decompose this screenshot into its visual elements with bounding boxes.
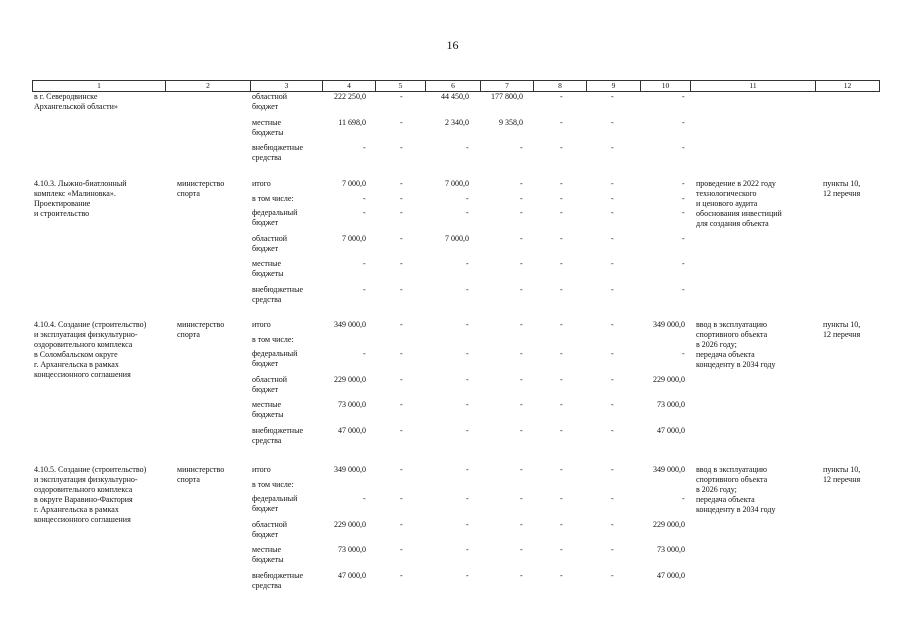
executor: спорта: [177, 189, 200, 198]
value-cell: -: [560, 143, 563, 152]
value-cell: -: [611, 285, 614, 294]
value-cell: 11 698,0: [338, 118, 366, 127]
measure-name: в округе Варавино-Фактория: [34, 495, 133, 504]
measure-name: в Соломбальском округе: [34, 350, 118, 359]
value-cell: 47 000,0: [657, 571, 685, 580]
expected-result: спортивного объекта: [696, 330, 768, 339]
funding-source: бюджеты: [252, 269, 284, 278]
value-cell: -: [611, 194, 614, 203]
reference: 12 перечня: [823, 475, 861, 484]
value-cell: -: [520, 465, 523, 474]
column-header-3: 3: [251, 81, 323, 91]
column-header-12: 12: [843, 81, 852, 90]
measure-name: 4.10.5. Создание (строительство): [34, 465, 147, 474]
funding-source: областной: [252, 375, 288, 384]
measure-name: Проектирование: [34, 199, 91, 208]
value-cell: -: [400, 234, 403, 243]
column-header-5: 5: [376, 81, 426, 91]
value-cell: -: [611, 545, 614, 554]
value-cell: 229 000,0: [653, 520, 685, 529]
value-cell: -: [400, 520, 403, 529]
measure-name: в г. Северодвинске: [34, 92, 98, 101]
value-cell: -: [560, 285, 563, 294]
value-cell: -: [520, 320, 523, 329]
funding-source: средства: [252, 581, 282, 590]
funding-source: внебюджетные: [252, 143, 303, 152]
value-cell: -: [520, 545, 523, 554]
expected-result: и ценового аудита: [696, 199, 758, 208]
expected-result: концеденту в 2034 году: [696, 505, 776, 514]
expected-result: передача объекта: [696, 495, 755, 504]
value-cell: -: [466, 208, 469, 217]
funding-source: бюджет: [252, 218, 279, 227]
value-cell: -: [520, 234, 523, 243]
funding-source: бюджет: [252, 504, 279, 513]
value-cell: -: [466, 426, 469, 435]
funding-source: средства: [252, 295, 282, 304]
value-cell: -: [682, 92, 685, 101]
funding-source: внебюджетные: [252, 285, 303, 294]
value-cell: 47 000,0: [657, 426, 685, 435]
funding-source: бюджет: [252, 102, 279, 111]
value-cell: -: [466, 545, 469, 554]
expected-result: концеденту в 2034 году: [696, 360, 776, 369]
value-cell: -: [560, 92, 563, 101]
value-cell: -: [611, 92, 614, 101]
reference: пункты 10,: [823, 320, 861, 329]
value-cell: -: [611, 118, 614, 127]
value-cell: 7 000,0: [342, 234, 366, 243]
reference: пункты 10,: [823, 465, 861, 474]
measure-name: оздоровительного комплекса: [34, 340, 133, 349]
value-cell: -: [611, 320, 614, 329]
funding-source: внебюджетные: [252, 571, 303, 580]
executor: министерство: [177, 465, 225, 474]
value-cell: -: [400, 143, 403, 152]
table-header-row: [32, 80, 880, 92]
executor: министерство: [177, 179, 225, 188]
funding-source: местные: [252, 545, 282, 554]
value-cell: -: [520, 426, 523, 435]
value-cell: -: [466, 259, 469, 268]
value-cell: 229 000,0: [653, 375, 685, 384]
funding-source: в том числе:: [252, 194, 294, 203]
value-cell: -: [400, 208, 403, 217]
value-cell: -: [682, 349, 685, 358]
column-header-2: 2: [166, 81, 251, 91]
value-cell: 47 000,0: [338, 426, 366, 435]
value-cell: -: [611, 349, 614, 358]
value-cell: 229 000,0: [334, 375, 366, 384]
value-cell: -: [400, 179, 403, 188]
funding-source: бюджеты: [252, 410, 284, 419]
measure-name: оздоровительного комплекса: [34, 485, 133, 494]
value-cell: -: [520, 143, 523, 152]
column-header-4: 4: [323, 81, 376, 91]
value-cell: -: [400, 285, 403, 294]
value-cell: -: [560, 426, 563, 435]
value-cell: -: [560, 179, 563, 188]
value-cell: -: [400, 320, 403, 329]
value-cell: -: [611, 465, 614, 474]
value-cell: -: [560, 520, 563, 529]
value-cell: 349 000,0: [334, 465, 366, 474]
value-cell: -: [560, 349, 563, 358]
funding-source: федеральный: [252, 349, 298, 358]
value-cell: -: [400, 545, 403, 554]
value-cell: -: [400, 349, 403, 358]
column-header-9: 9: [587, 81, 641, 91]
value-cell: -: [682, 118, 685, 127]
value-cell: -: [400, 465, 403, 474]
expected-result: спортивного объекта: [696, 475, 768, 484]
value-cell: -: [520, 179, 523, 188]
funding-source: средства: [252, 436, 282, 445]
measure-name: г. Архангельска в рамках: [34, 505, 119, 514]
value-cell: 349 000,0: [653, 465, 685, 474]
value-cell: -: [400, 375, 403, 384]
funding-source: бюджет: [252, 530, 279, 539]
expected-result: для создания объекта: [696, 219, 769, 228]
value-cell: -: [363, 143, 366, 152]
value-cell: -: [611, 400, 614, 409]
value-cell: -: [560, 259, 563, 268]
value-cell: -: [560, 118, 563, 127]
value-cell: -: [682, 194, 685, 203]
value-cell: -: [520, 494, 523, 503]
funding-source: итого: [252, 179, 271, 188]
value-cell: -: [400, 118, 403, 127]
value-cell: -: [611, 571, 614, 580]
value-cell: -: [560, 400, 563, 409]
funding-source: в том числе:: [252, 335, 294, 344]
value-cell: -: [363, 494, 366, 503]
value-cell: -: [400, 571, 403, 580]
measure-name: концессионного соглашения: [34, 370, 131, 379]
value-cell: -: [466, 349, 469, 358]
measure-name: 4.10.3. Лыжно-биатлонный: [34, 179, 127, 188]
value-cell: -: [466, 375, 469, 384]
value-cell: -: [560, 545, 563, 554]
value-cell: -: [611, 179, 614, 188]
column-header-11: 11: [691, 81, 816, 91]
value-cell: -: [611, 259, 614, 268]
funding-source: бюджеты: [252, 128, 284, 137]
expected-result: в 2026 году;: [696, 340, 737, 349]
value-cell: 349 000,0: [653, 320, 685, 329]
funding-source: местные: [252, 400, 282, 409]
value-cell: -: [520, 259, 523, 268]
value-cell: 44 450,0: [441, 92, 469, 101]
value-cell: 73 000,0: [657, 400, 685, 409]
value-cell: 47 000,0: [338, 571, 366, 580]
expected-result: ввод в эксплуатацию: [696, 465, 767, 474]
value-cell: 7 000,0: [445, 234, 469, 243]
value-cell: -: [560, 494, 563, 503]
funding-source: областной: [252, 234, 288, 243]
value-cell: -: [520, 400, 523, 409]
value-cell: -: [682, 179, 685, 188]
value-cell: -: [611, 143, 614, 152]
expected-result: обоснования инвестиций: [696, 209, 782, 218]
funding-source: бюджет: [252, 359, 279, 368]
value-cell: -: [682, 234, 685, 243]
expected-result: проведение в 2022 году: [696, 179, 776, 188]
funding-source: областной: [252, 520, 288, 529]
value-cell: -: [611, 520, 614, 529]
value-cell: 73 000,0: [338, 400, 366, 409]
value-cell: 2 340,0: [445, 118, 469, 127]
value-cell: -: [682, 208, 685, 217]
value-cell: -: [520, 571, 523, 580]
value-cell: -: [560, 465, 563, 474]
value-cell: 9 358,0: [499, 118, 523, 127]
reference: 12 перечня: [823, 189, 861, 198]
funding-source: средства: [252, 153, 282, 162]
funding-source: областной: [252, 92, 288, 101]
funding-source: бюджет: [252, 385, 279, 394]
value-cell: -: [611, 426, 614, 435]
value-cell: -: [363, 349, 366, 358]
funding-source: бюджеты: [252, 555, 284, 564]
funding-source: федеральный: [252, 208, 298, 217]
measure-name: концессионного соглашения: [34, 515, 131, 524]
funding-source: местные: [252, 259, 282, 268]
value-cell: -: [466, 465, 469, 474]
value-cell: 349 000,0: [334, 320, 366, 329]
value-cell: -: [611, 375, 614, 384]
column-header-6: 6: [426, 81, 481, 91]
funding-source: федеральный: [252, 494, 298, 503]
value-cell: -: [400, 92, 403, 101]
expected-result: технологического: [696, 189, 757, 198]
measure-name: и строительство: [34, 209, 90, 218]
value-cell: -: [560, 234, 563, 243]
value-cell: -: [560, 571, 563, 580]
column-header-7: 7: [481, 81, 534, 91]
value-cell: -: [466, 285, 469, 294]
value-cell: -: [466, 571, 469, 580]
column-header-8: 8: [534, 81, 587, 91]
value-cell: -: [400, 194, 403, 203]
executor: министерство: [177, 320, 225, 329]
funding-source: итого: [252, 465, 271, 474]
value-cell: -: [682, 494, 685, 503]
value-cell: 229 000,0: [334, 520, 366, 529]
value-cell: -: [400, 400, 403, 409]
value-cell: -: [400, 259, 403, 268]
value-cell: -: [466, 400, 469, 409]
value-cell: -: [682, 259, 685, 268]
value-cell: 177 800,0: [491, 92, 523, 101]
value-cell: -: [520, 208, 523, 217]
value-cell: -: [611, 234, 614, 243]
value-cell: -: [466, 494, 469, 503]
executor: спорта: [177, 330, 200, 339]
column-header-1: 1: [33, 81, 166, 91]
expected-result: в 2026 году;: [696, 485, 737, 494]
value-cell: 222 250,0: [334, 92, 366, 101]
executor: спорта: [177, 475, 200, 484]
value-cell: 73 000,0: [657, 545, 685, 554]
value-cell: 7 000,0: [445, 179, 469, 188]
value-cell: -: [560, 194, 563, 203]
expected-result: ввод в эксплуатацию: [696, 320, 767, 329]
value-cell: -: [520, 285, 523, 294]
funding-source: местные: [252, 118, 282, 127]
column-header-10: 10: [641, 81, 691, 91]
value-cell: -: [400, 494, 403, 503]
value-cell: -: [611, 208, 614, 217]
measure-name: г. Архангельска в рамках: [34, 360, 119, 369]
value-cell: -: [363, 259, 366, 268]
value-cell: -: [682, 143, 685, 152]
page-number: 16: [446, 38, 459, 52]
value-cell: -: [611, 494, 614, 503]
value-cell: -: [363, 285, 366, 294]
measure-name: 4.10.4. Создание (строительство): [34, 320, 147, 329]
value-cell: -: [520, 375, 523, 384]
value-cell: -: [560, 320, 563, 329]
value-cell: -: [520, 194, 523, 203]
value-cell: -: [363, 208, 366, 217]
measure-name: Архангельской области»: [34, 102, 118, 111]
value-cell: -: [466, 320, 469, 329]
funding-source: в том числе:: [252, 480, 294, 489]
reference: 12 перечня: [823, 330, 861, 339]
value-cell: -: [520, 349, 523, 358]
value-cell: -: [682, 285, 685, 294]
value-cell: -: [560, 375, 563, 384]
funding-source: внебюджетные: [252, 426, 303, 435]
value-cell: -: [466, 143, 469, 152]
value-cell: -: [560, 208, 563, 217]
value-cell: -: [466, 520, 469, 529]
expected-result: передача объекта: [696, 350, 755, 359]
value-cell: -: [363, 194, 366, 203]
value-cell: 7 000,0: [342, 179, 366, 188]
value-cell: -: [520, 520, 523, 529]
value-cell: -: [400, 426, 403, 435]
value-cell: 73 000,0: [338, 545, 366, 554]
value-cell: -: [466, 194, 469, 203]
measure-name: комплекс «Малиновка».: [34, 189, 116, 198]
funding-source: бюджет: [252, 244, 279, 253]
reference: пункты 10,: [823, 179, 861, 188]
funding-source: итого: [252, 320, 271, 329]
measure-name: и эксплуатация физкультурно-: [34, 330, 138, 339]
measure-name: и эксплуатация физкультурно-: [34, 475, 138, 484]
